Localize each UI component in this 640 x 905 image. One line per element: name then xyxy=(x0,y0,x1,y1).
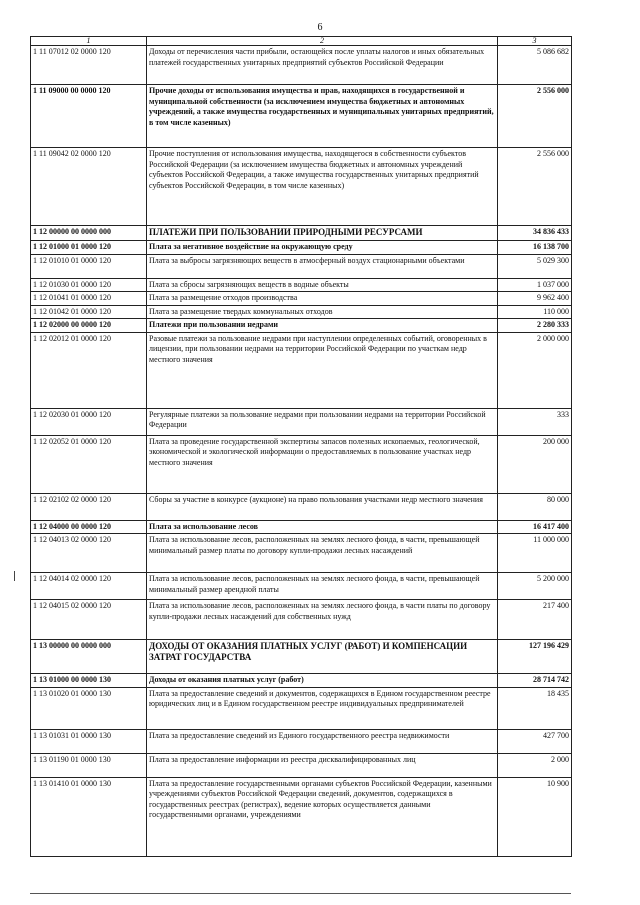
table-row xyxy=(31,573,572,600)
scan-mark xyxy=(14,571,15,581)
row-name: Плата за использование лесов, расположенных на землях лесного фонда, в части, превышающей минимальный размер арендной платы xyxy=(147,573,498,600)
row-amount: 18 435 xyxy=(498,687,572,729)
table-row xyxy=(31,254,572,278)
row-name: Прочие доходы от использования имущества и прав, находящихся в государственной и муниципальной собственности (за исключением имущества бюджетных и автономных учреждений, а также имущества государственных и муниципальных унитарных предприятий, в том числе казенных) xyxy=(147,85,498,148)
row-name: Доходы от оказания платных услуг (работ) xyxy=(147,674,498,688)
row-code: 1 13 01031 01 0000 130 xyxy=(31,729,147,753)
row-amount: 5 086 682 xyxy=(498,46,572,85)
page-number: 6 xyxy=(317,22,323,33)
row-name: Плата за выбросы загрязняющих веществ в атмосферный воздух стационарными объектами xyxy=(147,254,498,278)
row-amount: 427 700 xyxy=(498,729,572,753)
page-bottom-rule xyxy=(30,893,571,894)
row-name: Плата за использование лесов, расположенных на землях лесного фонда, в части, превышающей минимальный размер платы по договору купли-продажи лесных насаждений xyxy=(147,534,498,573)
row-code: 1 12 01000 01 0000 120 xyxy=(31,241,147,255)
row-code: 1 12 01041 01 0000 120 xyxy=(31,292,147,306)
row-name: Плата за негативное воздействие на окружающую среду xyxy=(147,241,498,255)
row-code: 1 11 09042 02 0000 120 xyxy=(31,148,147,226)
row-amount: 2 556 000 xyxy=(498,148,572,226)
row-name: Регулярные платежи за пользование недрами при пользовании недрами на территории Российской Федерации xyxy=(147,408,498,435)
row-name: Плата за предоставление сведений из Единого государственного реестра недвижимости xyxy=(147,729,498,753)
row-name: Разовые платежи за пользование недрами при наступлении определенных событий, оговоренных в лицензии, при пользовании недрами на территории Российской Федерации по участкам недр местного значения xyxy=(147,332,498,408)
row-amount: 34 836 433 xyxy=(498,226,572,241)
row-code: 1 12 04015 02 0000 120 xyxy=(31,600,147,640)
row-amount: 200 000 xyxy=(498,435,572,493)
row-name: Плата за использование лесов, расположенных на землях лесного фонда, в части платы по договору купли-продажи лесных насаждений для собственных нужд xyxy=(147,600,498,640)
row-code: 1 12 01010 01 0000 120 xyxy=(31,254,147,278)
row-amount: 11 000 000 xyxy=(498,534,572,573)
row-code: 1 13 01000 00 0000 130 xyxy=(31,674,147,688)
row-code: 1 12 04014 02 0000 120 xyxy=(31,573,147,600)
row-amount: 127 196 429 xyxy=(498,640,572,674)
row-amount: 9 962 400 xyxy=(498,292,572,306)
table-row xyxy=(31,729,572,753)
row-name: Плата за размещение отходов производства xyxy=(147,292,498,306)
row-name: ДОХОДЫ ОТ ОКАЗАНИЯ ПЛАТНЫХ УСЛУГ (РАБОТ) И КОМПЕНСАЦИИ ЗАТРАТ ГОСУДАРСТВА xyxy=(147,640,498,674)
row-code: 1 12 02052 01 0000 120 xyxy=(31,435,147,493)
table-row xyxy=(31,46,572,85)
row-name: Плата за использование лесов xyxy=(147,520,498,534)
table-row xyxy=(31,753,572,777)
row-code: 1 12 02000 00 0000 120 xyxy=(31,319,147,333)
row-amount: 10 900 xyxy=(498,777,572,856)
row-code: 1 13 01020 01 0000 130 xyxy=(31,687,147,729)
row-name: Платежи при пользовании недрами xyxy=(147,319,498,333)
table-row xyxy=(31,305,572,319)
row-amount: 1 037 000 xyxy=(498,278,572,292)
table-row xyxy=(31,319,572,333)
row-amount: 2 000 000 xyxy=(498,332,572,408)
row-amount: 2 556 000 xyxy=(498,85,572,148)
table-row xyxy=(31,640,572,674)
row-code: 1 12 02030 01 0000 120 xyxy=(31,408,147,435)
table-row xyxy=(31,332,572,408)
column-number-code: 1 xyxy=(31,37,147,46)
row-name: ПЛАТЕЖИ ПРИ ПОЛЬЗОВАНИИ ПРИРОДНЫМИ РЕСУРСАМИ xyxy=(147,226,498,241)
table-row xyxy=(31,493,572,520)
row-amount: 16 417 400 xyxy=(498,520,572,534)
row-name: Плата за размещение твердых коммунальных отходов xyxy=(147,305,498,319)
row-code: 1 12 02012 01 0000 120 xyxy=(31,332,147,408)
row-name: Прочие поступления от использования имущества, находящегося в собственности субъектов Российской Федерации (за исключением имущества бюджетных и автономных учреждений субъектов Российской Федерации, а также имущества государственных унитарных предприятий субъектов Российской Федерации, в том числе казенных) xyxy=(147,148,498,226)
table-row xyxy=(31,687,572,729)
row-code: 1 13 01190 01 0000 130 xyxy=(31,753,147,777)
table-row xyxy=(31,85,572,148)
column-number-amount: 3 xyxy=(498,37,572,46)
row-amount: 5 200 000 xyxy=(498,573,572,600)
row-amount: 2 000 xyxy=(498,753,572,777)
row-code: 1 12 02102 02 0000 120 xyxy=(31,493,147,520)
table-row xyxy=(31,408,572,435)
table-row xyxy=(31,435,572,493)
table-row xyxy=(31,674,572,688)
table-row xyxy=(31,292,572,306)
row-amount: 333 xyxy=(498,408,572,435)
row-name: Плата за предоставление сведений и документов, содержащихся в Едином государственном реестре юридических лиц и в Едином государственном реестре индивидуальных предпринимателей xyxy=(147,687,498,729)
row-code: 1 13 01410 01 0000 130 xyxy=(31,777,147,856)
row-code: 1 13 00000 00 0000 000 xyxy=(31,640,147,674)
row-amount: 110 000 xyxy=(498,305,572,319)
row-name: Сборы за участие в конкурсе (аукционе) на право пользования участками недр местного значения xyxy=(147,493,498,520)
table-row xyxy=(31,777,572,856)
table-row xyxy=(31,600,572,640)
row-name: Плата за сбросы загрязняющих веществ в водные объекты xyxy=(147,278,498,292)
table-row xyxy=(31,534,572,573)
row-code: 1 11 09000 00 0000 120 xyxy=(31,85,147,148)
row-amount: 5 029 300 xyxy=(498,254,572,278)
row-amount: 16 138 700 xyxy=(498,241,572,255)
row-code: 1 12 04000 00 0000 120 xyxy=(31,520,147,534)
row-code: 1 12 01030 01 0000 120 xyxy=(31,278,147,292)
row-name: Доходы от перечисления части прибыли, остающейся после уплаты налогов и иных обязательных платежей государственных унитарных предприятий субъектов Российской Федерации xyxy=(147,46,498,85)
row-code: 1 11 07012 02 0000 120 xyxy=(31,46,147,85)
budget-revenue-table xyxy=(30,36,572,857)
row-amount: 2 280 333 xyxy=(498,319,572,333)
column-number-row xyxy=(31,37,572,46)
row-amount: 217 400 xyxy=(498,600,572,640)
table-row xyxy=(31,226,572,241)
table-row xyxy=(31,520,572,534)
row-name: Плата за предоставление информации из реестра дисквалифицированных лиц xyxy=(147,753,498,777)
row-name: Плата за проведение государственной экспертизы запасов полезных ископаемых, геологической, экономической и экологической информации о предоставляемых в пользование участках недр местного значения xyxy=(147,435,498,493)
row-name: Плата за предоставление государственными органами субъектов Российской Федерации, казенными учреждениями субъектов Российской Федерации сведений, документов, содержащихся в государственных реестрах (регистрах), ведение которых осуществляется данными государственными органами, учреждениями xyxy=(147,777,498,856)
row-amount: 28 714 742 xyxy=(498,674,572,688)
table-row xyxy=(31,241,572,255)
row-code: 1 12 00000 00 0000 000 xyxy=(31,226,147,241)
table-row xyxy=(31,278,572,292)
row-code: 1 12 04013 02 0000 120 xyxy=(31,534,147,573)
row-amount: 80 000 xyxy=(498,493,572,520)
row-code: 1 12 01042 01 0000 120 xyxy=(31,305,147,319)
column-number-name: 2 xyxy=(147,37,498,46)
table-row xyxy=(31,148,572,226)
